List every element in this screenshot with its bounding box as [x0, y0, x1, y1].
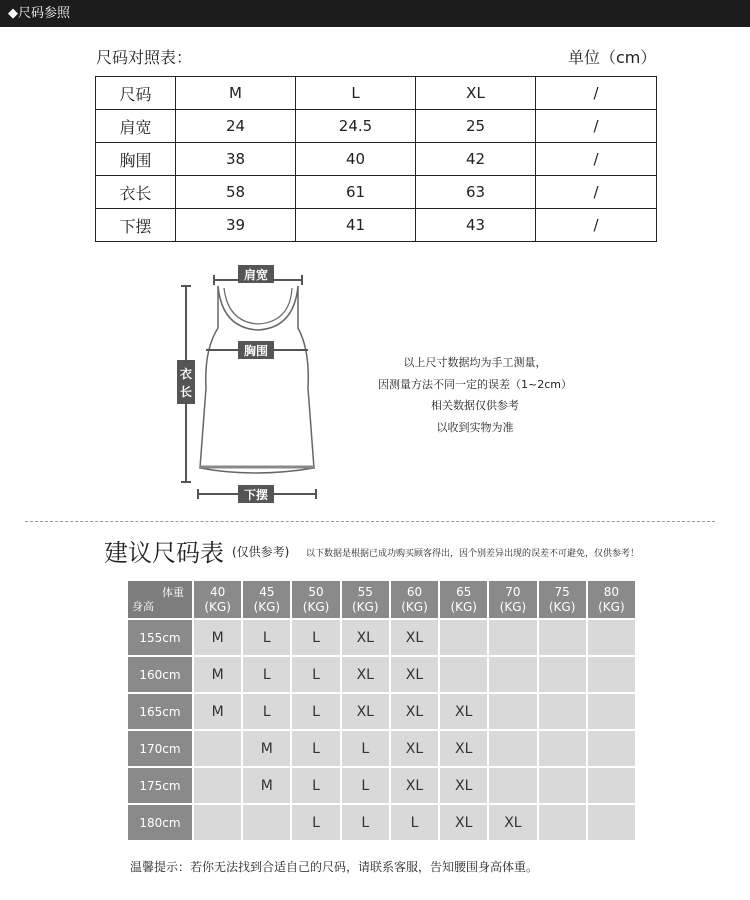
recommend-cell: [588, 731, 635, 766]
recommend-cell: L: [292, 657, 339, 692]
recommend-cell: XL: [391, 620, 438, 655]
height-row: [128, 731, 635, 766]
note-line: 因测量方法不同一定的误差（1~2cm）: [378, 377, 572, 391]
recommend-cell: XL: [489, 805, 536, 840]
height-row: [128, 694, 635, 729]
size-table-unit: 单位（cm）: [568, 48, 657, 67]
height-row: [128, 768, 635, 803]
recommend-cell: [489, 657, 536, 692]
recommend-title: 建议尺码表: [104, 539, 224, 567]
recommend-cell: XL: [391, 731, 438, 766]
recommend-size-table: [126, 579, 637, 842]
tank-top-diagram: [170, 258, 340, 508]
size-cell: /: [536, 176, 657, 209]
recommend-cell: M: [194, 694, 241, 729]
size-row: [96, 77, 657, 110]
divider: [25, 521, 715, 522]
height-header: 155cm: [128, 620, 192, 655]
weight-value: 50: [308, 584, 324, 599]
size-cell: 40: [296, 143, 416, 176]
recommend-cell: L: [243, 657, 290, 692]
note-line: 相关数据仅供参考: [431, 399, 519, 412]
recommend-cell: L: [292, 768, 339, 803]
recommend-cell: M: [243, 731, 290, 766]
weight-value: 60: [406, 584, 423, 599]
weight-unit: (KG): [302, 599, 330, 614]
weight-unit: (KG): [450, 599, 477, 614]
size-cell: 61: [296, 176, 416, 209]
size-cell: 42: [416, 143, 536, 176]
recommend-cell: [588, 768, 635, 803]
note-line: 以上尺寸数据均为手工测量，: [403, 356, 547, 369]
corner-cell: [128, 581, 192, 618]
recommend-cell: XL: [440, 768, 487, 803]
weight-value: 75: [554, 584, 570, 599]
weight-header: [342, 581, 389, 618]
size-cell: 39: [176, 209, 296, 242]
size-row: [96, 176, 657, 209]
recommend-cell: XL: [391, 657, 438, 692]
height-header: 160cm: [128, 657, 192, 692]
size-row-header: 下摆: [96, 209, 176, 242]
weight-unit: (KG): [499, 599, 527, 614]
size-cell: 24.5: [296, 110, 416, 143]
recommend-cell: L: [391, 805, 438, 840]
recommend-cell: L: [292, 694, 339, 729]
weight-unit: (KG): [598, 599, 625, 614]
size-row-header: 尺码: [96, 77, 176, 110]
height-row: [128, 620, 635, 655]
size-row-header: 胸围: [96, 143, 176, 176]
measurement-notes: [340, 352, 610, 438]
weight-header: [391, 581, 438, 618]
corner-height: 身高: [132, 600, 154, 613]
size-cell: M: [176, 77, 296, 110]
weight-header: [194, 581, 241, 618]
recommend-cell: L: [342, 731, 389, 766]
recommend-cell: M: [243, 768, 290, 803]
height-row: [128, 657, 635, 692]
size-cell: 24: [176, 110, 296, 143]
recommend-cell: [489, 731, 536, 766]
recommend-cell: [440, 620, 487, 655]
recommend-cell: XL: [342, 620, 389, 655]
weight-value: 70: [505, 584, 521, 599]
weight-unit: (KG): [204, 599, 231, 614]
recommend-cell: [539, 731, 586, 766]
size-cell: /: [536, 77, 657, 110]
recommend-cell: L: [342, 768, 389, 803]
size-cell: 41: [296, 209, 416, 242]
recommend-cell: L: [342, 805, 389, 840]
weight-header: [243, 581, 290, 618]
shoulder-label: 肩宽: [243, 268, 269, 282]
note-line: 以收到实物为准: [436, 420, 514, 434]
weight-header-row: [128, 581, 635, 618]
section-title: ◆尺码参照: [8, 6, 70, 21]
recommend-cell: [539, 657, 586, 692]
recommend-cell: [440, 657, 487, 692]
recommend-cell: [539, 694, 586, 729]
recommend-cell: [588, 694, 635, 729]
weight-header: [292, 581, 339, 618]
size-cell: /: [536, 143, 657, 176]
weight-unit: (KG): [352, 599, 379, 614]
chest-label: 胸围: [243, 344, 269, 358]
recommend-cell: [588, 805, 635, 840]
recommend-cell: [194, 731, 241, 766]
weight-header: [440, 581, 487, 618]
recommend-cell: XL: [342, 657, 389, 692]
size-cell: 38: [176, 143, 296, 176]
recommend-subtitle: (仅供参考): [232, 545, 290, 559]
weight-unit: (KG): [401, 599, 428, 614]
height-header: 165cm: [128, 694, 192, 729]
length-label-1: 衣: [179, 367, 193, 381]
recommend-cell: [539, 805, 586, 840]
recommend-cell: XL: [391, 768, 438, 803]
recommend-cell: [489, 620, 536, 655]
weight-unit: (KG): [548, 599, 576, 614]
weight-value: 65: [456, 584, 472, 599]
size-row-header: 肩宽: [96, 110, 176, 143]
size-row: [96, 143, 657, 176]
recommend-cell: [539, 768, 586, 803]
size-chart-table: [95, 76, 657, 242]
recommend-cell: [489, 768, 536, 803]
recommend-cell: [588, 657, 635, 692]
recommend-cell: M: [194, 620, 241, 655]
weight-header: [489, 581, 536, 618]
size-row-header: 衣长: [96, 176, 176, 209]
size-cell: /: [536, 110, 657, 143]
recommend-cell: L: [292, 731, 339, 766]
height-row: [128, 805, 635, 840]
recommend-cell: XL: [440, 731, 487, 766]
recommend-cell: [194, 805, 241, 840]
size-cell: 58: [176, 176, 296, 209]
weight-header: [539, 581, 586, 618]
recommend-cell: XL: [391, 694, 438, 729]
recommend-cell: L: [243, 620, 290, 655]
weight-unit: (KG): [253, 599, 281, 614]
weight-value: 55: [357, 584, 373, 599]
recommend-cell: [588, 620, 635, 655]
recommend-cell: L: [292, 805, 339, 840]
size-cell: XL: [416, 77, 536, 110]
recommend-cell: [194, 768, 241, 803]
weight-value: 80: [603, 584, 620, 599]
size-cell: 25: [416, 110, 536, 143]
size-cell: 63: [416, 176, 536, 209]
recommend-cell: M: [194, 657, 241, 692]
height-header: 170cm: [128, 731, 192, 766]
recommend-note: 以下数据是根据已成功购买顾客得出，因个别差异出现的误差不可避免，仅供参考！: [306, 549, 640, 559]
recommend-cell: [489, 694, 536, 729]
size-cell: 43: [416, 209, 536, 242]
tip-text: 温馨提示：若你无法找到合适自己的尺码，请联系客服，告知腰围身高体重。: [130, 860, 539, 874]
recommend-cell: L: [292, 620, 339, 655]
recommend-cell: XL: [342, 694, 389, 729]
size-cell: /: [536, 209, 657, 242]
recommend-cell: [243, 805, 290, 840]
weight-header: [588, 581, 635, 618]
hem-label: 下摆: [243, 488, 269, 502]
size-row: [96, 110, 657, 143]
corner-weight: 体重: [162, 586, 184, 599]
size-table-title: 尺码对照表：: [96, 48, 193, 67]
length-label-2: 长: [179, 385, 193, 399]
recommend-cell: [539, 620, 586, 655]
height-header: 175cm: [128, 768, 192, 803]
recommend-cell: XL: [440, 805, 487, 840]
garment-illustration: [170, 258, 340, 508]
weight-value: 45: [259, 584, 275, 599]
weight-value: 40: [209, 584, 226, 599]
recommend-cell: L: [243, 694, 290, 729]
size-cell: L: [296, 77, 416, 110]
size-row: [96, 209, 657, 242]
section-header: [0, 0, 750, 27]
recommend-cell: XL: [440, 694, 487, 729]
height-header: 180cm: [128, 805, 192, 840]
